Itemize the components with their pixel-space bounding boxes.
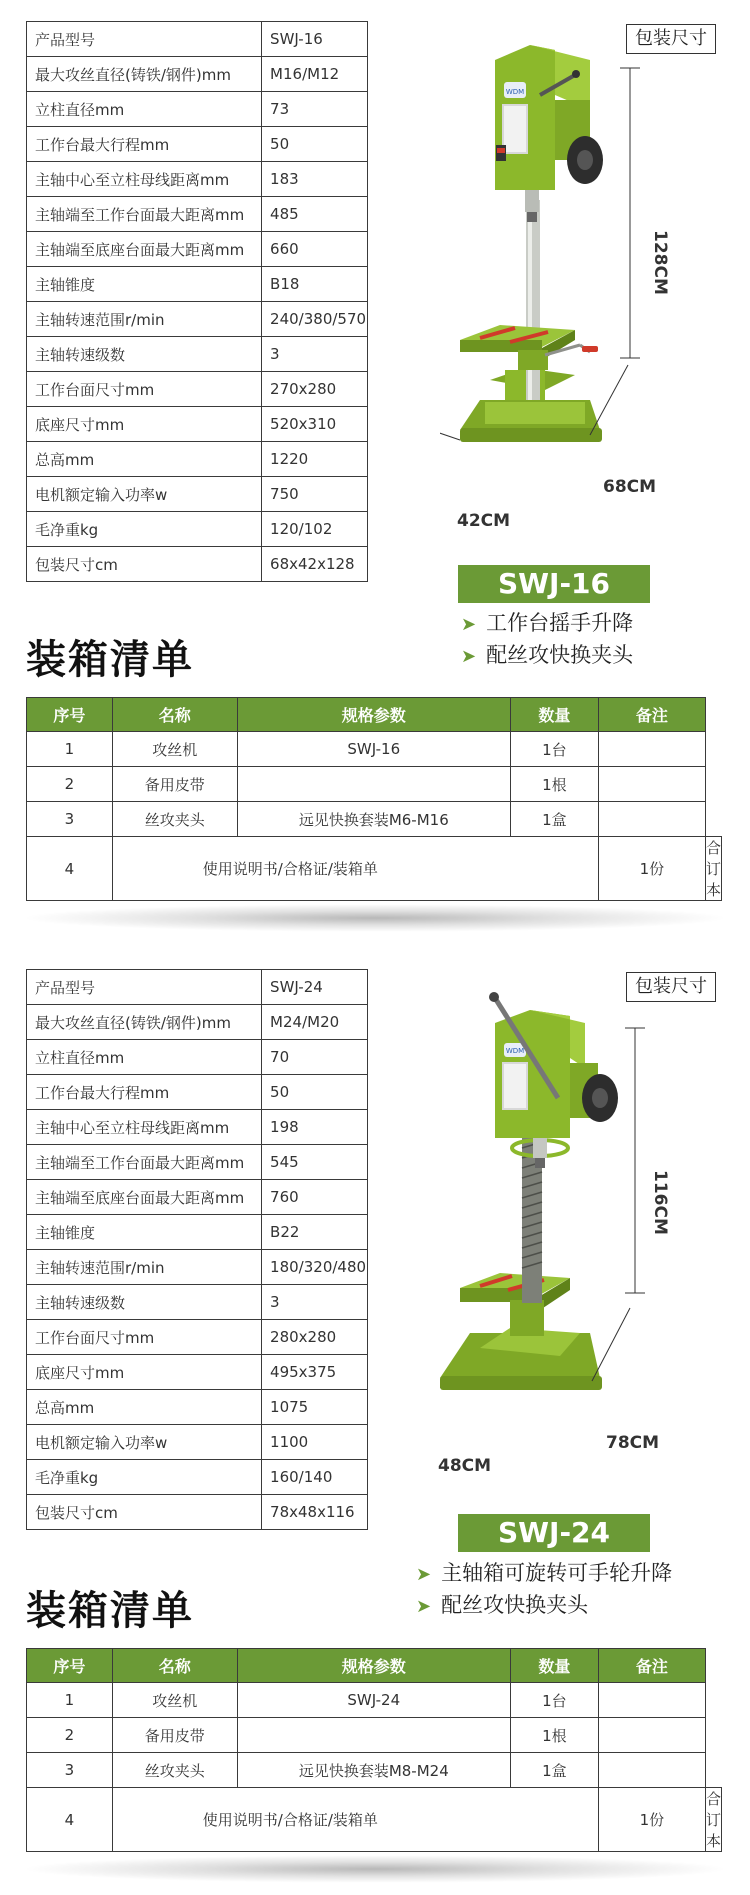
cell-qty: 1台 <box>510 1683 598 1718</box>
package-size-label: 包装尺寸 <box>626 972 716 1002</box>
depth-dimension: 68CM <box>603 477 657 497</box>
arrow-icon: ➤ <box>461 646 477 667</box>
feature-text: 工作台摇手升降 <box>486 611 634 635</box>
packing-table <box>26 1648 722 1852</box>
spec-row <box>27 1495 368 1530</box>
spec-value: 160/140 <box>262 1460 368 1495</box>
feature-item <box>416 1557 672 1589</box>
spec-row <box>27 127 368 162</box>
spec-key: 工作台最大行程mm <box>27 1075 262 1110</box>
spec-row <box>27 407 368 442</box>
spec-key: 工作台面尺寸mm <box>27 372 262 407</box>
feature-list <box>461 607 633 671</box>
col-spec: 规格参数 <box>237 698 510 732</box>
spec-value: 120/102 <box>262 512 368 547</box>
feature-item <box>461 639 633 671</box>
spec-rows <box>27 970 368 1530</box>
arrow-icon: ➤ <box>461 614 477 635</box>
cell-no: 4 <box>27 1788 113 1852</box>
cell-name: 攻丝机 <box>112 1683 237 1718</box>
cell-no: 3 <box>27 802 113 837</box>
packing-list-title: 装箱清单 <box>26 637 194 683</box>
spec-value: 1220 <box>262 442 368 477</box>
cell-spec <box>237 1718 510 1753</box>
table-row <box>27 1753 722 1788</box>
spec-row <box>27 267 368 302</box>
spec-key: 主轴转速范围r/min <box>27 302 262 337</box>
col-name: 名称 <box>112 698 237 732</box>
spec-table <box>26 21 368 582</box>
depth-dimension: 78CM <box>606 1433 660 1453</box>
spec-value: SWJ-16 <box>262 22 368 57</box>
spec-row <box>27 337 368 372</box>
spec-row <box>27 477 368 512</box>
cell-no: 2 <box>27 767 113 802</box>
spec-key: 包装尺寸cm <box>27 1495 262 1530</box>
cell-qty: 1份 <box>598 1788 705 1852</box>
spec-value: 73 <box>262 92 368 127</box>
cell-qty: 1盒 <box>510 802 598 837</box>
spec-row <box>27 512 368 547</box>
col-spec: 规格参数 <box>237 1649 510 1683</box>
spec-key: 主轴转速范围r/min <box>27 1250 262 1285</box>
product-section-swj24 <box>0 948 750 1895</box>
docs-text: 使用说明书/合格证/装箱单 <box>202 860 378 878</box>
spec-key: 主轴锥度 <box>27 267 262 302</box>
spec-row <box>27 1040 368 1075</box>
spec-value: 1075 <box>262 1390 368 1425</box>
spec-value: 270x280 <box>262 372 368 407</box>
cell-qty: 1台 <box>510 732 598 767</box>
cell-name: 攻丝机 <box>112 732 237 767</box>
col-no: 序号 <box>27 698 113 732</box>
height-dimension: 128CM <box>650 230 670 295</box>
spec-key: 主轴中心至立柱母线距离mm <box>27 162 262 197</box>
col-qty: 数量 <box>510 1649 598 1683</box>
cell-no: 3 <box>27 1753 113 1788</box>
spec-key: 电机额定输入功率w <box>27 477 262 512</box>
height-dimension: 116CM <box>650 1170 670 1235</box>
col-note: 备注 <box>598 1649 705 1683</box>
table-row <box>27 767 722 802</box>
cell-docs <box>112 1788 598 1852</box>
packing-header-row <box>27 1649 722 1683</box>
spec-row <box>27 92 368 127</box>
cell-name: 备用皮带 <box>112 1718 237 1753</box>
svg-text:WDM: WDM <box>505 1047 525 1055</box>
spec-key: 立柱直径mm <box>27 1040 262 1075</box>
spec-value: 50 <box>262 127 368 162</box>
spec-row <box>27 1075 368 1110</box>
cell-qty: 1份 <box>598 837 705 901</box>
model-banner: SWJ-16 <box>458 565 650 603</box>
spec-key: 主轴端至底座台面最大距离mm <box>27 1180 262 1215</box>
spec-value: B22 <box>262 1215 368 1250</box>
spec-row <box>27 970 368 1005</box>
spec-value: 750 <box>262 477 368 512</box>
spec-key: 包装尺寸cm <box>27 547 262 582</box>
feature-item <box>461 607 633 639</box>
spec-value: 183 <box>262 162 368 197</box>
spec-row <box>27 302 368 337</box>
spec-value: SWJ-24 <box>262 970 368 1005</box>
spec-key: 产品型号 <box>27 970 262 1005</box>
table-row <box>27 1683 722 1718</box>
packing-table-header <box>27 1649 722 1683</box>
spec-key: 工作台最大行程mm <box>27 127 262 162</box>
spec-row <box>27 197 368 232</box>
cell-qty: 1盒 <box>510 1753 598 1788</box>
feature-text: 配丝攻快换夹头 <box>441 1593 589 1617</box>
cell-qty: 1根 <box>510 767 598 802</box>
spec-key: 毛净重kg <box>27 512 262 547</box>
feature-text: 配丝攻快换夹头 <box>486 643 634 667</box>
cell-note: 合订本 <box>705 837 721 901</box>
spec-key: 底座尺寸mm <box>27 407 262 442</box>
spec-value: 198 <box>262 1110 368 1145</box>
table-row <box>27 732 722 767</box>
cell-no: 1 <box>27 1683 113 1718</box>
cell-note: 合订本 <box>705 1788 721 1852</box>
spec-value: 1100 <box>262 1425 368 1460</box>
cell-note <box>598 767 705 802</box>
spec-row <box>27 1215 368 1250</box>
col-name: 名称 <box>112 1649 237 1683</box>
spec-value: 180/320/480 <box>262 1250 368 1285</box>
cell-spec: SWJ-24 <box>237 1683 510 1718</box>
width-dimension: 42CM <box>457 511 511 531</box>
cell-note <box>598 802 705 837</box>
model-banner: SWJ-24 <box>458 1514 650 1552</box>
packing-table <box>26 697 722 901</box>
cell-note <box>598 1683 705 1718</box>
section-divider-shadow <box>20 904 730 932</box>
spec-row <box>27 1320 368 1355</box>
spec-key: 主轴转速级数 <box>27 1285 262 1320</box>
cell-docs <box>112 837 598 901</box>
spec-key: 主轴锥度 <box>27 1215 262 1250</box>
spec-key: 主轴端至工作台面最大距离mm <box>27 197 262 232</box>
col-qty: 数量 <box>510 698 598 732</box>
section-divider-shadow <box>20 1855 730 1883</box>
spec-row <box>27 22 368 57</box>
spec-key: 电机额定输入功率w <box>27 1425 262 1460</box>
cell-no: 4 <box>27 837 113 901</box>
cell-no: 2 <box>27 1718 113 1753</box>
packing-table-body <box>27 1683 722 1852</box>
cell-note <box>598 1753 705 1788</box>
feature-text: 主轴箱可旋转可手轮升降 <box>441 1561 673 1585</box>
spec-row <box>27 1145 368 1180</box>
cell-spec: 远见快换套装M8-M24 <box>237 1753 510 1788</box>
cell-name: 备用皮带 <box>112 767 237 802</box>
spec-table <box>26 969 368 1530</box>
cell-spec: 远见快换套装M6-M16 <box>237 802 510 837</box>
table-row <box>27 837 722 901</box>
spec-value: 68x42x128 <box>262 547 368 582</box>
spec-row <box>27 1425 368 1460</box>
col-note: 备注 <box>598 698 705 732</box>
packing-list-title: 装箱清单 <box>26 1588 194 1634</box>
spec-key: 产品型号 <box>27 22 262 57</box>
product-section-swj16 <box>0 0 750 947</box>
table-row <box>27 1718 722 1753</box>
spec-key: 主轴中心至立柱母线距离mm <box>27 1110 262 1145</box>
spec-rows <box>27 22 368 582</box>
spec-row <box>27 1005 368 1040</box>
table-row <box>27 802 722 837</box>
spec-key: 最大攻丝直径(铸铁/钢件)mm <box>27 57 262 92</box>
spec-value: 50 <box>262 1075 368 1110</box>
spec-value: 760 <box>262 1180 368 1215</box>
feature-item <box>416 1589 672 1621</box>
spec-key: 总高mm <box>27 442 262 477</box>
cell-note <box>598 1718 705 1753</box>
table-row <box>27 1788 722 1852</box>
cell-name: 丝攻夹头 <box>112 802 237 837</box>
spec-row <box>27 1390 368 1425</box>
packing-table-body <box>27 732 722 901</box>
spec-row <box>27 1285 368 1320</box>
spec-value: 78x48x116 <box>262 1495 368 1530</box>
spec-row <box>27 547 368 582</box>
col-no: 序号 <box>27 1649 113 1683</box>
spec-value: M24/M20 <box>262 1005 368 1040</box>
arrow-icon: ➤ <box>416 1564 432 1585</box>
packing-table-header <box>27 698 722 732</box>
spec-value: 660 <box>262 232 368 267</box>
spec-key: 立柱直径mm <box>27 92 262 127</box>
spec-key: 总高mm <box>27 1390 262 1425</box>
spec-row <box>27 1180 368 1215</box>
spec-value: 70 <box>262 1040 368 1075</box>
spec-row <box>27 1355 368 1390</box>
spec-key: 工作台面尺寸mm <box>27 1320 262 1355</box>
spec-value: 545 <box>262 1145 368 1180</box>
spec-key: 最大攻丝直径(铸铁/钢件)mm <box>27 1005 262 1040</box>
spec-row <box>27 1250 368 1285</box>
cell-qty: 1根 <box>510 1718 598 1753</box>
cell-spec <box>237 767 510 802</box>
spec-row <box>27 1110 368 1145</box>
svg-text:WDM: WDM <box>505 88 525 96</box>
cell-spec: SWJ-16 <box>237 732 510 767</box>
cell-no: 1 <box>27 732 113 767</box>
spec-value: 520x310 <box>262 407 368 442</box>
packing-header-row <box>27 698 722 732</box>
docs-text: 使用说明书/合格证/装箱单 <box>202 1811 378 1829</box>
spec-value: M16/M12 <box>262 57 368 92</box>
spec-row <box>27 442 368 477</box>
spec-row <box>27 232 368 267</box>
width-dimension: 48CM <box>438 1456 492 1476</box>
feature-list <box>416 1557 672 1621</box>
spec-key: 主轴转速级数 <box>27 337 262 372</box>
spec-row <box>27 162 368 197</box>
arrow-icon: ➤ <box>416 1596 432 1617</box>
spec-value: 3 <box>262 1285 368 1320</box>
package-size-label: 包装尺寸 <box>626 24 716 54</box>
cell-note <box>598 732 705 767</box>
spec-value: 485 <box>262 197 368 232</box>
spec-value: 240/380/570 <box>262 302 368 337</box>
spec-value: B18 <box>262 267 368 302</box>
spec-key: 主轴端至底座台面最大距离mm <box>27 232 262 267</box>
spec-key: 底座尺寸mm <box>27 1355 262 1390</box>
spec-row <box>27 57 368 92</box>
spec-key: 毛净重kg <box>27 1460 262 1495</box>
spec-row <box>27 1460 368 1495</box>
spec-value: 3 <box>262 337 368 372</box>
spec-row <box>27 372 368 407</box>
spec-value: 495x375 <box>262 1355 368 1390</box>
spec-key: 主轴端至工作台面最大距离mm <box>27 1145 262 1180</box>
cell-name: 丝攻夹头 <box>112 1753 237 1788</box>
spec-value: 280x280 <box>262 1320 368 1355</box>
